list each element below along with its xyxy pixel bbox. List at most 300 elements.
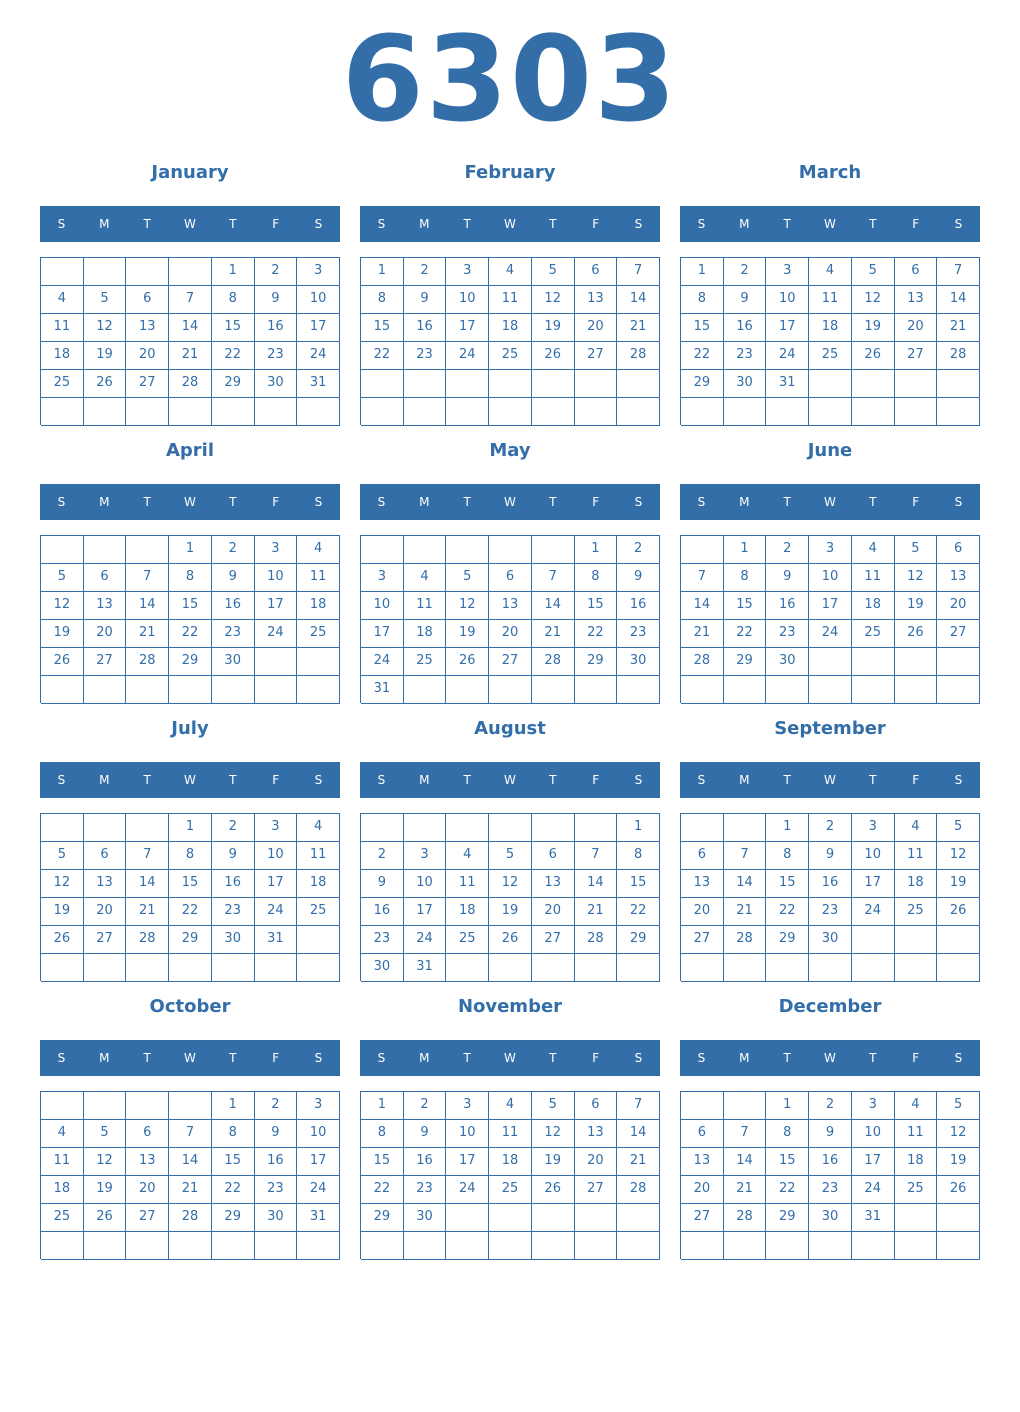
- day-cell: 5: [84, 286, 127, 314]
- empty-day-cell: [41, 814, 84, 842]
- day-cell: 14: [617, 286, 660, 314]
- empty-day-cell: [84, 954, 127, 982]
- weekday-label: W: [824, 773, 836, 787]
- empty-day-cell: [404, 814, 447, 842]
- weekday-label: S: [314, 495, 323, 509]
- day-cell: 31: [297, 1204, 340, 1232]
- empty-day-cell: [575, 814, 618, 842]
- weekday-label: T: [869, 217, 877, 231]
- empty-day-cell: [532, 370, 575, 398]
- day-cell: 1: [681, 258, 724, 286]
- weekday-header: [680, 484, 980, 520]
- day-cell: 23: [255, 1176, 298, 1204]
- month-name: July: [171, 718, 209, 739]
- day-cell: 1: [766, 814, 809, 842]
- day-cell: 10: [809, 564, 852, 592]
- day-cell: 24: [446, 1176, 489, 1204]
- month-name: February: [464, 162, 556, 183]
- day-cell: 28: [617, 1176, 660, 1204]
- day-cell: 24: [255, 898, 298, 926]
- weekday-header: [360, 1040, 660, 1076]
- day-cell: 23: [404, 342, 447, 370]
- weekday-label: M: [739, 495, 750, 509]
- day-cell: 8: [575, 564, 618, 592]
- empty-day-cell: [895, 398, 938, 426]
- day-grid: [680, 535, 980, 703]
- empty-day-cell: [895, 1232, 938, 1260]
- weekday-label: T: [229, 217, 237, 231]
- empty-day-cell: [446, 814, 489, 842]
- day-cell: 20: [895, 314, 938, 342]
- weekday-label: F: [272, 773, 280, 787]
- day-cell: 14: [169, 314, 212, 342]
- day-cell: 12: [532, 286, 575, 314]
- empty-day-cell: [937, 676, 980, 704]
- day-cell: 11: [297, 564, 340, 592]
- day-cell: 17: [446, 314, 489, 342]
- empty-day-cell: [169, 676, 212, 704]
- day-cell: 16: [404, 1148, 447, 1176]
- empty-day-cell: [84, 398, 127, 426]
- day-cell: 14: [724, 1148, 767, 1176]
- day-cell: 4: [895, 814, 938, 842]
- empty-day-cell: [446, 954, 489, 982]
- day-cell: 4: [297, 536, 340, 564]
- day-cell: 13: [489, 592, 532, 620]
- empty-day-cell: [404, 398, 447, 426]
- weekday-label: T: [143, 1051, 151, 1065]
- empty-day-cell: [575, 1232, 618, 1260]
- day-cell: 8: [212, 1120, 255, 1148]
- day-cell: 19: [532, 1148, 575, 1176]
- day-cell: 20: [84, 898, 127, 926]
- empty-day-cell: [361, 370, 404, 398]
- day-cell: 26: [532, 342, 575, 370]
- empty-day-cell: [852, 954, 895, 982]
- empty-day-cell: [681, 676, 724, 704]
- day-cell: 8: [617, 842, 660, 870]
- weekday-label: T: [549, 495, 557, 509]
- day-cell: 6: [84, 564, 127, 592]
- weekday-header: [680, 1040, 980, 1076]
- empty-day-cell: [724, 1232, 767, 1260]
- day-cell: 27: [575, 342, 618, 370]
- day-cell: 12: [489, 870, 532, 898]
- day-cell: 29: [361, 1204, 404, 1232]
- day-cell: 28: [724, 1204, 767, 1232]
- day-cell: 5: [895, 536, 938, 564]
- day-cell: 28: [724, 926, 767, 954]
- day-cell: 27: [489, 648, 532, 676]
- weekday-label: T: [869, 1051, 877, 1065]
- empty-day-cell: [937, 370, 980, 398]
- empty-day-cell: [212, 398, 255, 426]
- day-cell: 9: [255, 1120, 298, 1148]
- day-cell: 26: [489, 926, 532, 954]
- day-cell: 15: [575, 592, 618, 620]
- day-cell: 19: [852, 314, 895, 342]
- day-cell: 20: [489, 620, 532, 648]
- day-cell: 2: [809, 814, 852, 842]
- weekday-header: [360, 484, 660, 520]
- day-cell: 24: [297, 1176, 340, 1204]
- empty-day-cell: [84, 536, 127, 564]
- weekday-label: S: [634, 217, 643, 231]
- day-cell: 4: [404, 564, 447, 592]
- empty-day-cell: [404, 536, 447, 564]
- month-name: May: [489, 440, 531, 461]
- day-cell: 8: [724, 564, 767, 592]
- weekday-label: F: [272, 495, 280, 509]
- empty-day-cell: [575, 398, 618, 426]
- weekday-header: [680, 762, 980, 798]
- day-cell: 23: [766, 620, 809, 648]
- weekday-label: T: [229, 773, 237, 787]
- empty-day-cell: [617, 676, 660, 704]
- day-cell: 13: [681, 870, 724, 898]
- day-cell: 25: [446, 926, 489, 954]
- empty-day-cell: [895, 648, 938, 676]
- empty-day-cell: [575, 954, 618, 982]
- day-cell: 13: [895, 286, 938, 314]
- weekday-label: S: [314, 217, 323, 231]
- day-cell: 22: [575, 620, 618, 648]
- empty-day-cell: [41, 676, 84, 704]
- day-cell: 2: [724, 258, 767, 286]
- day-cell: 14: [575, 870, 618, 898]
- day-cell: 21: [169, 342, 212, 370]
- day-cell: 5: [41, 842, 84, 870]
- day-grid: [40, 535, 340, 703]
- weekday-label: F: [912, 495, 920, 509]
- weekday-label: M: [419, 1051, 430, 1065]
- weekday-label: W: [184, 217, 196, 231]
- day-cell: 12: [852, 286, 895, 314]
- empty-day-cell: [809, 370, 852, 398]
- empty-day-cell: [681, 398, 724, 426]
- empty-day-cell: [404, 1232, 447, 1260]
- day-cell: 3: [297, 258, 340, 286]
- day-cell: 16: [255, 314, 298, 342]
- day-cell: 10: [852, 1120, 895, 1148]
- empty-day-cell: [126, 676, 169, 704]
- day-cell: 1: [169, 814, 212, 842]
- weekday-label: T: [783, 217, 791, 231]
- empty-day-cell: [212, 954, 255, 982]
- weekday-label: F: [272, 217, 280, 231]
- empty-day-cell: [617, 1232, 660, 1260]
- empty-day-cell: [937, 648, 980, 676]
- weekday-label: W: [824, 1051, 836, 1065]
- day-cell: 4: [895, 1092, 938, 1120]
- day-cell: 29: [212, 370, 255, 398]
- day-cell: 18: [852, 592, 895, 620]
- empty-day-cell: [297, 676, 340, 704]
- day-cell: 25: [41, 370, 84, 398]
- day-cell: 6: [681, 842, 724, 870]
- empty-day-cell: [895, 926, 938, 954]
- empty-day-cell: [617, 1204, 660, 1232]
- day-cell: 27: [575, 1176, 618, 1204]
- day-grid: [680, 1091, 980, 1259]
- day-cell: 22: [617, 898, 660, 926]
- day-cell: 5: [937, 1092, 980, 1120]
- empty-day-cell: [724, 954, 767, 982]
- day-cell: 23: [724, 342, 767, 370]
- empty-day-cell: [575, 370, 618, 398]
- day-cell: 29: [766, 926, 809, 954]
- weekday-label: S: [57, 1051, 66, 1065]
- day-cell: 20: [532, 898, 575, 926]
- day-cell: 14: [681, 592, 724, 620]
- weekday-label: M: [99, 773, 110, 787]
- day-cell: 3: [852, 814, 895, 842]
- day-cell: 3: [766, 258, 809, 286]
- day-cell: 18: [41, 342, 84, 370]
- weekday-label: W: [504, 1051, 516, 1065]
- weekday-label: M: [739, 773, 750, 787]
- month-name: December: [778, 996, 882, 1017]
- day-cell: 22: [169, 620, 212, 648]
- day-cell: 22: [361, 342, 404, 370]
- day-cell: 7: [937, 258, 980, 286]
- empty-day-cell: [212, 676, 255, 704]
- empty-day-cell: [361, 536, 404, 564]
- day-cell: 11: [404, 592, 447, 620]
- empty-day-cell: [297, 398, 340, 426]
- day-cell: 16: [404, 314, 447, 342]
- day-cell: 8: [361, 286, 404, 314]
- day-cell: 15: [617, 870, 660, 898]
- weekday-label: T: [143, 495, 151, 509]
- day-cell: 18: [489, 1148, 532, 1176]
- empty-day-cell: [169, 258, 212, 286]
- day-cell: 9: [809, 842, 852, 870]
- day-cell: 17: [766, 314, 809, 342]
- empty-day-cell: [681, 814, 724, 842]
- weekday-header: [680, 206, 980, 242]
- day-cell: 10: [404, 870, 447, 898]
- empty-day-cell: [937, 1232, 980, 1260]
- day-cell: 1: [361, 258, 404, 286]
- day-cell: 29: [169, 926, 212, 954]
- month-name: April: [165, 440, 215, 461]
- day-grid: [360, 813, 660, 981]
- day-cell: 12: [937, 842, 980, 870]
- empty-day-cell: [126, 398, 169, 426]
- empty-day-cell: [937, 926, 980, 954]
- day-cell: 26: [446, 648, 489, 676]
- day-cell: 3: [446, 1092, 489, 1120]
- day-cell: 14: [169, 1148, 212, 1176]
- empty-day-cell: [809, 1232, 852, 1260]
- day-cell: 23: [361, 926, 404, 954]
- day-cell: 16: [809, 1148, 852, 1176]
- weekday-label: S: [954, 773, 963, 787]
- day-cell: 27: [84, 926, 127, 954]
- empty-day-cell: [446, 536, 489, 564]
- empty-day-cell: [169, 1092, 212, 1120]
- day-cell: 24: [404, 926, 447, 954]
- month-name: January: [151, 162, 229, 183]
- day-cell: 29: [766, 1204, 809, 1232]
- empty-day-cell: [41, 258, 84, 286]
- weekday-label: M: [739, 217, 750, 231]
- day-cell: 13: [575, 286, 618, 314]
- day-cell: 6: [937, 536, 980, 564]
- day-cell: 15: [766, 1148, 809, 1176]
- day-cell: 7: [575, 842, 618, 870]
- day-cell: 18: [404, 620, 447, 648]
- day-cell: 9: [255, 286, 298, 314]
- empty-day-cell: [255, 398, 298, 426]
- day-cell: 10: [297, 286, 340, 314]
- empty-day-cell: [766, 398, 809, 426]
- empty-day-cell: [489, 1232, 532, 1260]
- empty-day-cell: [681, 954, 724, 982]
- weekday-label: S: [377, 495, 386, 509]
- day-cell: 20: [126, 1176, 169, 1204]
- day-cell: 12: [84, 314, 127, 342]
- month-name: August: [474, 718, 546, 739]
- empty-day-cell: [446, 398, 489, 426]
- day-cell: 30: [766, 648, 809, 676]
- day-grid: [360, 1091, 660, 1259]
- day-cell: 18: [809, 314, 852, 342]
- day-cell: 9: [809, 1120, 852, 1148]
- day-cell: 13: [937, 564, 980, 592]
- day-cell: 7: [169, 286, 212, 314]
- day-cell: 12: [41, 870, 84, 898]
- weekday-label: T: [463, 495, 471, 509]
- weekday-label: T: [549, 1051, 557, 1065]
- empty-day-cell: [809, 648, 852, 676]
- day-cell: 11: [446, 870, 489, 898]
- day-cell: 7: [169, 1120, 212, 1148]
- day-cell: 20: [681, 1176, 724, 1204]
- day-cell: 14: [126, 592, 169, 620]
- weekday-label: S: [377, 1051, 386, 1065]
- day-cell: 14: [532, 592, 575, 620]
- day-cell: 10: [766, 286, 809, 314]
- day-cell: 18: [489, 314, 532, 342]
- weekday-label: S: [377, 773, 386, 787]
- empty-day-cell: [724, 1092, 767, 1120]
- empty-day-cell: [126, 258, 169, 286]
- day-cell: 17: [297, 1148, 340, 1176]
- empty-day-cell: [489, 954, 532, 982]
- day-cell: 8: [169, 564, 212, 592]
- weekday-label: S: [314, 773, 323, 787]
- day-cell: 25: [404, 648, 447, 676]
- day-cell: 16: [212, 592, 255, 620]
- weekday-label: T: [143, 773, 151, 787]
- day-cell: 7: [617, 1092, 660, 1120]
- day-cell: 27: [681, 1204, 724, 1232]
- day-cell: 9: [361, 870, 404, 898]
- weekday-label: T: [463, 1051, 471, 1065]
- weekday-label: T: [549, 773, 557, 787]
- empty-day-cell: [126, 1232, 169, 1260]
- day-grid: [40, 257, 340, 425]
- empty-day-cell: [404, 676, 447, 704]
- weekday-label: T: [143, 217, 151, 231]
- day-cell: 10: [446, 286, 489, 314]
- empty-day-cell: [126, 1092, 169, 1120]
- weekday-label: T: [869, 495, 877, 509]
- day-cell: 17: [404, 898, 447, 926]
- day-cell: 22: [766, 1176, 809, 1204]
- empty-day-cell: [809, 954, 852, 982]
- day-grid: [680, 813, 980, 981]
- day-cell: 11: [809, 286, 852, 314]
- empty-day-cell: [446, 676, 489, 704]
- day-cell: 3: [255, 536, 298, 564]
- empty-day-cell: [255, 676, 298, 704]
- day-cell: 27: [84, 648, 127, 676]
- day-cell: 10: [255, 564, 298, 592]
- weekday-label: S: [57, 495, 66, 509]
- day-cell: 12: [532, 1120, 575, 1148]
- day-cell: 25: [489, 1176, 532, 1204]
- day-cell: 21: [575, 898, 618, 926]
- day-cell: 28: [532, 648, 575, 676]
- day-cell: 2: [404, 258, 447, 286]
- day-cell: 4: [41, 1120, 84, 1148]
- day-cell: 21: [937, 314, 980, 342]
- day-cell: 14: [617, 1120, 660, 1148]
- day-cell: 4: [297, 814, 340, 842]
- day-cell: 15: [169, 870, 212, 898]
- day-cell: 6: [489, 564, 532, 592]
- day-cell: 13: [681, 1148, 724, 1176]
- day-cell: 25: [852, 620, 895, 648]
- day-cell: 1: [766, 1092, 809, 1120]
- day-cell: 26: [41, 648, 84, 676]
- day-cell: 18: [446, 898, 489, 926]
- day-cell: 13: [532, 870, 575, 898]
- weekday-label: T: [549, 217, 557, 231]
- day-cell: 10: [255, 842, 298, 870]
- day-cell: 6: [895, 258, 938, 286]
- day-cell: 26: [937, 898, 980, 926]
- day-cell: 5: [532, 258, 575, 286]
- day-cell: 9: [404, 1120, 447, 1148]
- weekday-label: T: [229, 1051, 237, 1065]
- day-cell: 20: [84, 620, 127, 648]
- empty-day-cell: [84, 1232, 127, 1260]
- day-cell: 29: [212, 1204, 255, 1232]
- day-grid: [360, 257, 660, 425]
- weekday-label: M: [419, 495, 430, 509]
- day-cell: 30: [404, 1204, 447, 1232]
- day-cell: 28: [126, 926, 169, 954]
- weekday-label: M: [739, 1051, 750, 1065]
- empty-day-cell: [489, 398, 532, 426]
- day-cell: 2: [766, 536, 809, 564]
- day-cell: 26: [41, 926, 84, 954]
- month-name: November: [457, 996, 563, 1017]
- day-cell: 2: [255, 1092, 298, 1120]
- weekday-label: M: [99, 1051, 110, 1065]
- day-cell: 22: [212, 342, 255, 370]
- day-cell: 21: [126, 620, 169, 648]
- day-cell: 11: [41, 314, 84, 342]
- empty-day-cell: [41, 954, 84, 982]
- empty-day-cell: [297, 926, 340, 954]
- day-cell: 21: [724, 1176, 767, 1204]
- empty-day-cell: [255, 648, 298, 676]
